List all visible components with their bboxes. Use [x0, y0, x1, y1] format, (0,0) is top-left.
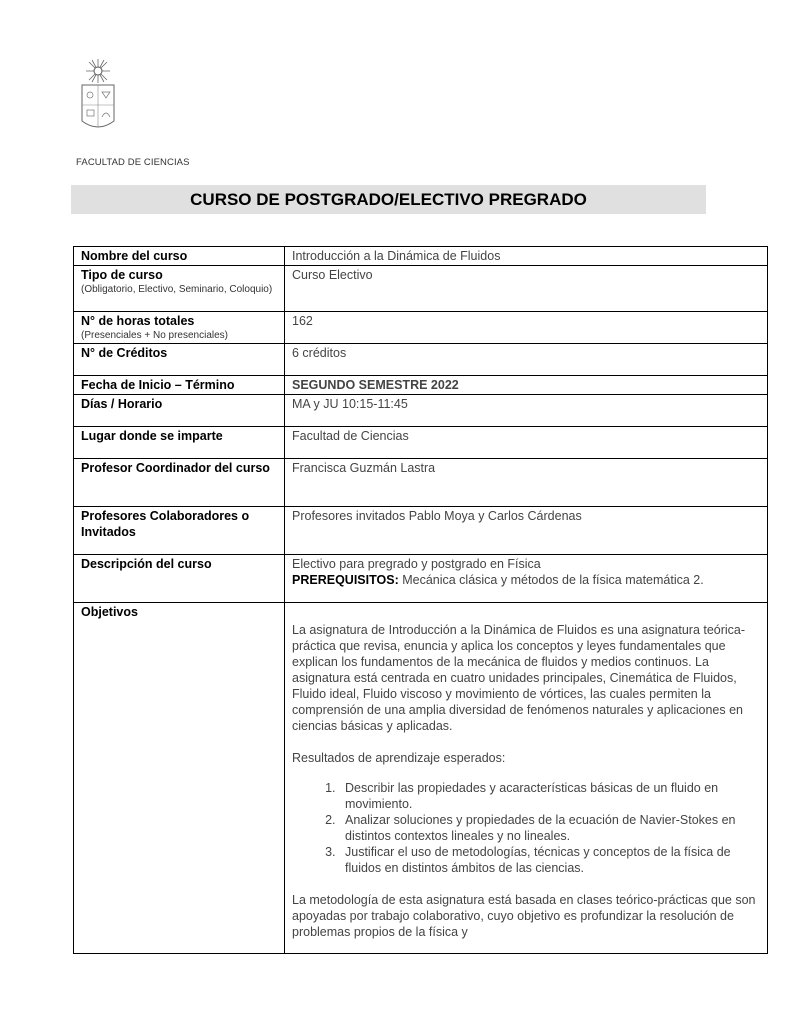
value-dias: MA y JU 10:15-11:45	[285, 395, 768, 427]
list-item: 2. Analizar soluciones y propiedades de la ecuación de Navier-Stokes en distintos contextos lineales y no lineales.	[339, 812, 760, 844]
label-tipo: Tipo de curso	[81, 268, 163, 282]
value-nombre: Introducción a la Dinámica de Fluidos	[285, 247, 768, 266]
label-objetivos: Objetivos	[74, 603, 285, 954]
cell-objetivos-value	[285, 603, 768, 954]
objetivos-content	[292, 604, 760, 952]
label-coordinador: Profesor Coordinador del curso	[74, 459, 285, 507]
descripcion-prereq	[292, 572, 760, 588]
methodology-paragraph: La metodología de esta asignatura está basada en clases teórico-prácticas que son apoyadas por trabajo colaborativo, cuyo objetivo es profundizar la resolución de problemas propios de la física y	[292, 893, 756, 939]
row-coordinador	[74, 459, 768, 507]
course-title-bar	[71, 185, 706, 214]
label-colaboradores: Profesores Colaboradores o Invitados	[74, 507, 285, 555]
value-lugar: Facultad de Ciencias	[285, 427, 768, 459]
label-creditos: N° de Créditos	[74, 344, 285, 376]
objetivos-paragraph: La asignatura de Introducción a la Dinámica de Fluidos es una asignatura teórica-práctica que revisa, enuncia y aplica los conceptos y leyes fundamentales que explican los fundamentos de la mecánica de fluidos y medios continuos. La asignatura está centrada en cuatro unidades principales, Cinemática de Fluidos, Fluido ideal, Fluido viscoso y movimiento de vórtices, las cuales permiten la comprensión de una amplia diversidad de fenómenos naturales y aplicaciones en ciencias básicas y aplicadas.	[292, 623, 746, 733]
note-tipo: (Obligatorio, Electivo, Seminario, Coloquio)	[81, 284, 273, 295]
descripcion-line1: Electivo para pregrado y postgrado en Física	[292, 557, 541, 571]
list-item: 3. Justificar el uso de metodologías, técnicas y conceptos de la física de fluidos en distintos ámbitos de las ciencias.	[339, 844, 760, 876]
row-objetivos	[74, 603, 768, 954]
list-item: 1. Describir las propiedades y acaracterísticas básicas de un fluido en movimiento.	[339, 780, 760, 812]
row-fecha	[74, 376, 768, 395]
value-tipo: Curso Electivo	[285, 266, 768, 312]
prereq-text: Mecánica clásica y métodos de la física matemática 2.	[398, 573, 704, 587]
course-info-table	[73, 246, 768, 954]
prereq-label: PREREQUISITOS:	[292, 573, 399, 587]
row-horas	[74, 312, 768, 344]
note-horas: (Presenciales + No presenciales)	[81, 330, 229, 341]
cell-descripcion-value	[285, 555, 768, 603]
row-lugar	[74, 427, 768, 459]
value-colaboradores: Profesores invitados Pablo Moya y Carlos Cárdenas	[285, 507, 768, 555]
row-dias	[74, 395, 768, 427]
value-creditos: 6 créditos	[285, 344, 768, 376]
label-horas: N° de horas totales	[81, 314, 195, 328]
results-list	[292, 780, 760, 876]
results-title: Resultados de aprendizaje esperados:	[292, 751, 506, 765]
row-creditos	[74, 344, 768, 376]
label-nombre: Nombre del curso	[74, 247, 285, 266]
course-title: CURSO DE POSTGRADO/ELECTIVO PREGRADO	[190, 189, 587, 209]
faculty-name: FACULTAD DE CIENCIAS	[76, 157, 190, 168]
cell-horas-label	[74, 312, 285, 344]
row-descripcion	[74, 555, 768, 603]
row-nombre	[74, 247, 768, 266]
value-horas: 162	[285, 312, 768, 344]
row-colaboradores	[74, 507, 768, 555]
value-coordinador: Francisca Guzmán Lastra	[285, 459, 768, 507]
value-fecha: SEGUNDO SEMESTRE 2022	[285, 376, 768, 395]
label-lugar: Lugar donde se imparte	[74, 427, 285, 459]
label-fecha: Fecha de Inicio – Término	[74, 376, 285, 395]
label-descripcion: Descripción del curso	[74, 555, 285, 603]
cell-tipo-label	[74, 266, 285, 312]
university-logo	[76, 55, 122, 135]
label-dias: Días / Horario	[74, 395, 285, 427]
row-tipo	[74, 266, 768, 312]
